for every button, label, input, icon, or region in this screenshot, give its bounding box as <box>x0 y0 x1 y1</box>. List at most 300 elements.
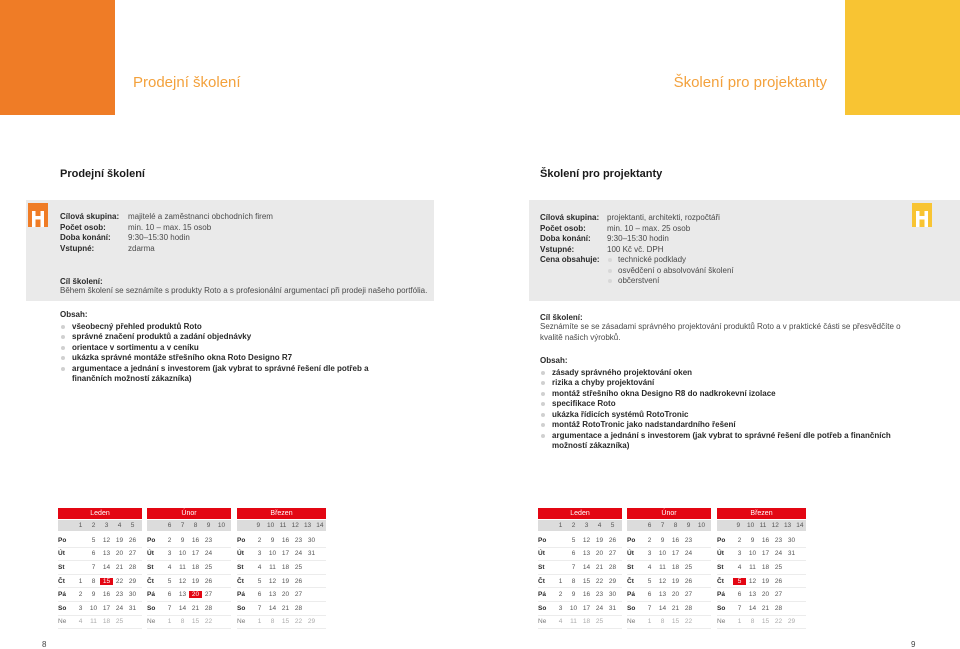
day-row <box>58 548 142 562</box>
day-cell: 3 <box>737 550 742 558</box>
day-row <box>147 575 231 589</box>
day-cell: 6 <box>647 591 652 599</box>
day-cell: 10 <box>569 604 578 612</box>
week-numbers-row <box>717 520 806 531</box>
content-list <box>540 368 920 452</box>
day-cell: 14 <box>268 604 277 612</box>
day-row <box>58 602 142 616</box>
day-name: Čt <box>538 577 545 585</box>
day-cell: 19 <box>761 577 770 585</box>
day-cell: 7 <box>737 604 742 612</box>
day-cell: 2 <box>257 536 262 544</box>
day-row <box>717 561 806 575</box>
day-cell: 3 <box>647 550 652 558</box>
info-row <box>540 255 734 287</box>
day-cell: 29 <box>307 618 316 626</box>
day-name: Čt <box>58 577 65 585</box>
list-item: všeobecný přehled produktů Roto <box>60 322 410 333</box>
day-row <box>58 575 142 589</box>
day-row <box>147 548 231 562</box>
day-cell: 28 <box>608 563 617 571</box>
day-cell: 24 <box>595 604 604 612</box>
week-number: 10 <box>697 522 706 529</box>
goal-label: Cíl školení: <box>540 313 583 322</box>
day-row <box>627 588 711 602</box>
day-cell: 23 <box>684 536 693 544</box>
goal-label: Cíl školení: <box>60 277 103 286</box>
calendar-month <box>717 508 806 626</box>
day-name: Čt <box>237 577 244 585</box>
day-cell: 21 <box>761 604 770 612</box>
hero-title-left: Prodejní školení <box>133 74 241 91</box>
day-name: Ne <box>237 618 246 626</box>
day-row <box>717 588 806 602</box>
day-cell: 27 <box>204 591 213 599</box>
week-number: 1 <box>558 522 563 529</box>
section-title-left: Prodejní školení <box>60 168 145 180</box>
day-cell: 13 <box>658 591 667 599</box>
roto-logo-icon <box>912 203 932 227</box>
day-cell: 2 <box>737 536 742 544</box>
info-value: 9:30–15:30 hodin <box>607 234 669 243</box>
day-cell: 11 <box>179 563 186 571</box>
day-name: Po <box>147 536 156 544</box>
week-number: 6 <box>647 522 652 529</box>
list-item: orientace v sortimentu a v ceníku <box>60 343 410 354</box>
day-cell: 30 <box>787 536 796 544</box>
info-label: Doba konání: <box>540 234 591 243</box>
day-cell: 6 <box>571 550 576 558</box>
info-label: Cílová skupina: <box>540 213 600 222</box>
day-cell: 5 <box>733 578 746 585</box>
day-cell: 25 <box>115 618 124 626</box>
day-cell: 23 <box>595 591 604 599</box>
day-cell: 6 <box>91 550 96 558</box>
info-label: Cílová skupina: <box>60 212 120 221</box>
calendar-month <box>627 508 711 626</box>
day-cell: 6 <box>167 591 172 599</box>
info-value: projektanti, architekti, rozpočtáři <box>607 213 720 222</box>
day-row <box>237 602 326 616</box>
day-row <box>237 575 326 589</box>
day-cell: 12 <box>178 577 187 585</box>
orange-corner-block <box>0 0 115 115</box>
day-row <box>58 588 142 602</box>
day-row <box>147 534 231 548</box>
day-cell: 13 <box>268 591 277 599</box>
day-name: So <box>58 604 67 612</box>
day-cell: 12 <box>658 577 667 585</box>
day-name: Čt <box>627 577 634 585</box>
day-cell: 8 <box>270 618 275 626</box>
yellow-corner-block <box>845 0 960 115</box>
day-name: St <box>538 563 545 571</box>
day-row <box>538 548 622 562</box>
day-cell: 3 <box>167 550 172 558</box>
day-cell: 5 <box>91 536 96 544</box>
day-cell: 31 <box>608 604 617 612</box>
day-cell: 9 <box>660 536 665 544</box>
day-cell: 17 <box>582 604 591 612</box>
day-name: St <box>717 563 724 571</box>
day-cell: 25 <box>204 563 213 571</box>
day-grid <box>538 534 622 629</box>
day-cell: 26 <box>774 577 783 585</box>
day-cell: 26 <box>294 577 303 585</box>
day-cell: 10 <box>89 604 98 612</box>
day-row <box>58 561 142 575</box>
day-cell: 21 <box>281 604 290 612</box>
day-cell: 30 <box>608 591 617 599</box>
day-cell: 1 <box>647 618 652 626</box>
day-name: So <box>717 604 726 612</box>
day-row <box>717 534 806 548</box>
day-cell: 19 <box>115 536 124 544</box>
day-cell: 23 <box>294 536 303 544</box>
day-row <box>538 561 622 575</box>
day-row <box>237 548 326 562</box>
day-cell: 12 <box>748 577 757 585</box>
day-cell: 9 <box>270 536 275 544</box>
day-name: Po <box>627 536 636 544</box>
day-cell: 28 <box>204 604 213 612</box>
day-cell: 15 <box>281 618 290 626</box>
day-name: Čt <box>147 577 154 585</box>
list-item: montáž RotoTronic jako nadstandardního řešení <box>540 420 920 431</box>
day-cell: 27 <box>128 550 137 558</box>
day-cell: 8 <box>660 618 665 626</box>
day-cell: 2 <box>167 536 172 544</box>
week-number: 4 <box>597 522 602 529</box>
info-row <box>540 224 734 235</box>
day-cell: 13 <box>102 550 111 558</box>
list-item: občerstvení <box>607 276 734 287</box>
week-number: 9 <box>686 522 691 529</box>
day-cell: 31 <box>128 604 137 612</box>
day-cell: 11 <box>90 618 97 626</box>
day-cell: 18 <box>761 563 770 571</box>
day-cell: 17 <box>102 604 111 612</box>
week-number: 10 <box>747 522 755 529</box>
day-cell: 6 <box>737 591 742 599</box>
day-row <box>538 602 622 616</box>
day-name: St <box>627 563 634 571</box>
week-number: 13 <box>303 522 312 529</box>
day-row <box>717 602 806 616</box>
week-number: 8 <box>193 522 198 529</box>
day-row <box>627 602 711 616</box>
day-cell: 4 <box>257 563 262 571</box>
day-cell: 16 <box>761 536 770 544</box>
day-cell: 15 <box>582 577 591 585</box>
day-name: Pá <box>538 591 546 599</box>
day-row <box>58 616 142 630</box>
day-grid <box>58 534 142 629</box>
day-name: Ne <box>58 618 67 626</box>
list-item: osvědčení o absolvování školení <box>607 266 734 277</box>
info-row <box>60 212 273 223</box>
day-cell: 2 <box>647 536 652 544</box>
info-value: zdarma <box>128 243 155 253</box>
day-cell: 15 <box>100 578 113 585</box>
info-label: Počet osob: <box>60 222 106 232</box>
list-item: správné značení produktů a zadání objednávky <box>60 332 410 343</box>
info-table-left <box>60 212 273 254</box>
calendar-month <box>237 508 326 626</box>
day-cell: 31 <box>787 550 796 558</box>
week-numbers-row <box>627 520 711 531</box>
day-row <box>237 561 326 575</box>
day-cell: 15 <box>761 618 770 626</box>
day-name: Po <box>717 536 726 544</box>
day-name: Út <box>237 550 244 558</box>
day-cell: 10 <box>268 550 277 558</box>
day-cell: 28 <box>294 604 303 612</box>
day-cell: 8 <box>91 577 96 585</box>
day-row <box>58 534 142 548</box>
day-cell: 1 <box>737 618 742 626</box>
day-cell: 8 <box>571 577 576 585</box>
day-cell: 28 <box>684 604 693 612</box>
day-cell: 8 <box>180 618 185 626</box>
day-cell: 31 <box>307 550 316 558</box>
day-row <box>147 602 231 616</box>
list-item: ukázka řídicích systémů RotoTronic <box>540 410 920 421</box>
day-cell: 19 <box>671 577 680 585</box>
day-cell: 24 <box>115 604 124 612</box>
goal-text: Seznámíte se se zásadami správného projektování produktů Roto a v praktické části se přesvědčíte o kvalitě našich výrobků. <box>540 322 901 342</box>
info-label: Cena obsahuje: <box>540 255 600 264</box>
list-item: argumentace a jednání s investorem (jak vybrat to správné řešení dle potřeb a finančních možností zákazníka) <box>60 364 410 385</box>
day-cell: 19 <box>191 577 200 585</box>
day-cell: 26 <box>204 577 213 585</box>
day-cell: 10 <box>658 550 667 558</box>
day-cell: 9 <box>180 536 185 544</box>
day-cell: 29 <box>608 577 617 585</box>
day-name: Po <box>538 536 547 544</box>
day-name: Ne <box>717 618 726 626</box>
day-row <box>538 575 622 589</box>
day-cell: 3 <box>78 604 83 612</box>
day-row <box>237 534 326 548</box>
day-cell: 1 <box>78 577 83 585</box>
day-cell: 17 <box>281 550 290 558</box>
day-cell: 22 <box>684 618 693 626</box>
section-title-right: Školení pro projektanty <box>540 168 663 180</box>
goal-text: Během školení se seznámíte s produkty Roto a s profesionální argumentací při prodeji našeho portfólia. <box>60 286 428 295</box>
day-row <box>717 548 806 562</box>
day-name: Ne <box>538 618 547 626</box>
day-cell: 14 <box>748 604 757 612</box>
list-item: specifikace Roto <box>540 399 920 410</box>
info-value: majitelé a zaměstnanci obchodních firem <box>128 212 273 221</box>
day-cell: 27 <box>294 591 303 599</box>
day-cell: 8 <box>750 618 755 626</box>
day-name: So <box>237 604 246 612</box>
week-number: 3 <box>104 522 109 529</box>
day-row <box>717 575 806 589</box>
info-row <box>540 234 734 245</box>
week-number: 2 <box>91 522 96 529</box>
day-cell: 1 <box>167 618 172 626</box>
day-row <box>147 561 231 575</box>
day-name: St <box>237 563 244 571</box>
day-row <box>538 616 622 630</box>
day-cell: 25 <box>774 563 783 571</box>
info-label: Doba konání: <box>60 233 111 242</box>
content-list <box>60 322 410 385</box>
day-cell: 20 <box>189 591 202 598</box>
week-number: 2 <box>571 522 576 529</box>
day-cell: 5 <box>257 577 262 585</box>
day-cell: 22 <box>774 618 783 626</box>
day-cell: 20 <box>671 591 680 599</box>
day-cell: 28 <box>128 563 137 571</box>
week-numbers-row <box>237 520 326 531</box>
day-cell: 1 <box>558 577 563 585</box>
day-name: Ne <box>147 618 156 626</box>
month-header: Leden <box>538 508 622 519</box>
week-number: 7 <box>180 522 185 529</box>
day-cell: 27 <box>684 591 693 599</box>
day-name: Po <box>58 536 67 544</box>
day-name: St <box>58 563 65 571</box>
calendar-month <box>538 508 622 626</box>
day-name: Út <box>717 550 724 558</box>
info-table-right <box>540 213 734 287</box>
day-cell: 18 <box>191 563 200 571</box>
day-row <box>147 616 231 630</box>
week-number: 1 <box>78 522 83 529</box>
day-cell: 7 <box>571 563 576 571</box>
day-cell: 3 <box>257 550 262 558</box>
day-cell: 7 <box>257 604 262 612</box>
week-numbers-row <box>58 520 142 531</box>
day-cell: 4 <box>737 563 742 571</box>
day-cell: 25 <box>294 563 303 571</box>
day-cell: 16 <box>191 536 200 544</box>
day-cell: 25 <box>684 563 693 571</box>
day-cell: 10 <box>748 550 757 558</box>
month-header: Březen <box>237 508 326 519</box>
week-number: 3 <box>584 522 589 529</box>
week-number: 11 <box>279 522 287 529</box>
day-cell: 24 <box>684 550 693 558</box>
day-name: Čt <box>717 577 724 585</box>
day-cell: 5 <box>167 577 172 585</box>
week-number: 6 <box>167 522 172 529</box>
day-cell: 17 <box>191 550 200 558</box>
day-cell: 9 <box>571 591 576 599</box>
day-cell: 19 <box>595 536 604 544</box>
day-cell: 18 <box>281 563 290 571</box>
info-value: 9:30–15:30 hodin <box>128 233 190 242</box>
week-number: 13 <box>783 522 792 529</box>
list-item: technické podklady <box>607 255 734 266</box>
day-row <box>717 616 806 630</box>
day-cell: 7 <box>167 604 172 612</box>
month-header: Leden <box>58 508 142 519</box>
day-cell: 17 <box>671 550 680 558</box>
info-row <box>540 213 734 224</box>
day-name: Pá <box>58 591 66 599</box>
day-cell: 5 <box>647 577 652 585</box>
day-row <box>237 616 326 630</box>
day-cell: 14 <box>582 563 591 571</box>
day-cell: 21 <box>671 604 680 612</box>
page-number-right: 9 <box>911 640 916 649</box>
day-cell: 2 <box>558 591 563 599</box>
day-row <box>538 588 622 602</box>
day-cell: 1 <box>257 618 262 626</box>
day-cell: 27 <box>774 591 783 599</box>
day-cell: 30 <box>128 591 137 599</box>
calendar-month <box>58 508 142 626</box>
day-cell: 10 <box>178 550 187 558</box>
obsah-label: Obsah: <box>540 356 568 365</box>
day-cell: 15 <box>671 618 680 626</box>
info-label: Vstupné: <box>540 244 575 254</box>
month-header: Únor <box>627 508 711 519</box>
day-cell: 9 <box>750 536 755 544</box>
day-cell: 11 <box>269 563 276 571</box>
day-cell: 22 <box>204 618 213 626</box>
day-row <box>627 548 711 562</box>
info-row <box>540 245 734 256</box>
calendar-month <box>147 508 231 626</box>
day-cell: 20 <box>595 550 604 558</box>
day-cell: 5 <box>571 536 576 544</box>
day-grid <box>717 534 806 629</box>
info-row <box>60 244 273 255</box>
month-header: Únor <box>147 508 231 519</box>
day-row <box>237 588 326 602</box>
day-cell: 13 <box>582 550 591 558</box>
day-name: Út <box>627 550 634 558</box>
day-cell: 22 <box>115 577 124 585</box>
week-number: 14 <box>796 522 804 529</box>
list-item: ukázka správné montáže střešního okna Roto Designo R7 <box>60 353 410 364</box>
day-cell: 4 <box>558 618 563 626</box>
day-cell: 22 <box>595 577 604 585</box>
day-name: Út <box>58 550 65 558</box>
day-cell: 18 <box>582 618 591 626</box>
day-cell: 23 <box>204 536 213 544</box>
day-name: St <box>147 563 154 571</box>
day-cell: 14 <box>178 604 187 612</box>
day-cell: 24 <box>204 550 213 558</box>
day-cell: 25 <box>595 618 604 626</box>
day-cell: 11 <box>659 563 666 571</box>
day-cell: 16 <box>671 536 680 544</box>
day-cell: 14 <box>658 604 667 612</box>
day-name: So <box>147 604 156 612</box>
day-cell: 17 <box>761 550 770 558</box>
week-number: 9 <box>256 522 261 529</box>
info-row <box>60 233 273 244</box>
day-cell: 21 <box>191 604 200 612</box>
day-cell: 2 <box>78 591 83 599</box>
day-cell: 7 <box>91 563 96 571</box>
day-cell: 4 <box>167 563 172 571</box>
week-number: 9 <box>736 522 741 529</box>
week-number: 7 <box>660 522 665 529</box>
week-number: 12 <box>771 522 779 529</box>
day-cell: 11 <box>570 618 577 626</box>
week-numbers-row <box>538 520 622 531</box>
day-name: Út <box>147 550 154 558</box>
day-cell: 16 <box>582 591 591 599</box>
